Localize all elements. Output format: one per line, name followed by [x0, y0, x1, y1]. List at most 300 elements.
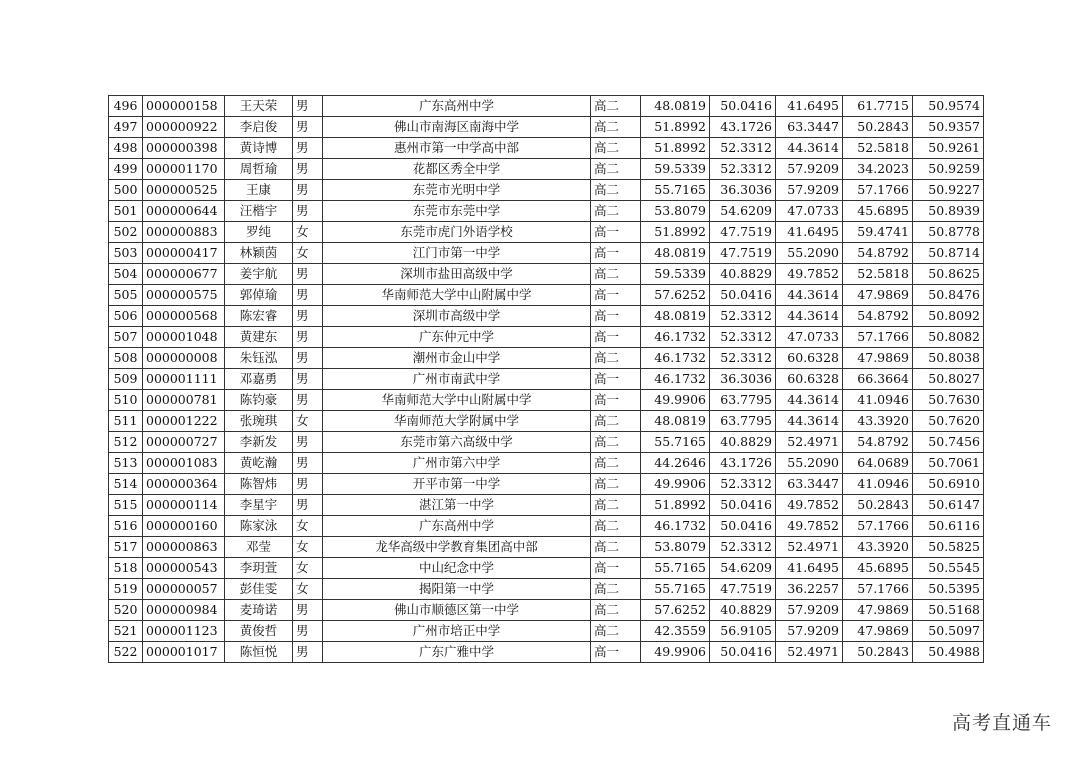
score3-cell: 47.0733: [776, 327, 843, 348]
grade-cell: 高二: [591, 474, 641, 495]
score2-cell: 54.6209: [710, 558, 776, 579]
score2-cell: 36.3036: [710, 180, 776, 201]
score4-cell: 50.2843: [843, 642, 913, 663]
table-row: [109, 222, 984, 243]
score1-cell: 48.0819: [641, 96, 710, 117]
table-row: [109, 537, 984, 558]
student-id-cell: 000001123: [143, 621, 225, 642]
score2-cell: 52.3312: [710, 159, 776, 180]
name-cell: 黄诗博: [225, 138, 293, 159]
school-cell: 中山纪念中学: [323, 558, 591, 579]
school-cell: 广州市培正中学: [323, 621, 591, 642]
score4-cell: 64.0689: [843, 453, 913, 474]
table-row: [109, 369, 984, 390]
grade-cell: 高二: [591, 96, 641, 117]
name-cell: 朱钰泓: [225, 348, 293, 369]
rank-cell: 511: [109, 411, 143, 432]
table-row: [109, 558, 984, 579]
school-cell: 惠州市第一中学高中部: [323, 138, 591, 159]
gender-cell: 女: [293, 243, 323, 264]
total-score-cell: 50.5825: [913, 537, 984, 558]
grade-cell: 高一: [591, 369, 641, 390]
student-id-cell: 000001017: [143, 642, 225, 663]
score3-cell: 41.6495: [776, 96, 843, 117]
student-id-cell: 000001170: [143, 159, 225, 180]
total-score-cell: 50.6147: [913, 495, 984, 516]
score4-cell: 54.8792: [843, 306, 913, 327]
grade-cell: 高二: [591, 138, 641, 159]
name-cell: 罗纯: [225, 222, 293, 243]
student-id-cell: 000000727: [143, 432, 225, 453]
name-cell: 郭倬瑜: [225, 285, 293, 306]
student-id-cell: 000001222: [143, 411, 225, 432]
score1-cell: 51.8992: [641, 138, 710, 159]
student-id-cell: 000000568: [143, 306, 225, 327]
table-row: [109, 348, 984, 369]
rank-cell: 517: [109, 537, 143, 558]
student-id-cell: 000000160: [143, 516, 225, 537]
score2-cell: 52.3312: [710, 537, 776, 558]
student-id-cell: 000000158: [143, 96, 225, 117]
name-cell: 陈智炜: [225, 474, 293, 495]
name-cell: 李玥萱: [225, 558, 293, 579]
total-score-cell: 50.7456: [913, 432, 984, 453]
score4-cell: 47.9869: [843, 348, 913, 369]
rank-cell: 515: [109, 495, 143, 516]
gender-cell: 男: [293, 138, 323, 159]
rank-cell: 496: [109, 96, 143, 117]
score1-cell: 51.8992: [641, 117, 710, 138]
score4-cell: 61.7715: [843, 96, 913, 117]
name-cell: 黄建东: [225, 327, 293, 348]
score3-cell: 44.3614: [776, 138, 843, 159]
score3-cell: 44.3614: [776, 390, 843, 411]
score3-cell: 49.7852: [776, 495, 843, 516]
gender-cell: 男: [293, 495, 323, 516]
score2-cell: 52.3312: [710, 348, 776, 369]
total-score-cell: 50.9574: [913, 96, 984, 117]
rank-cell: 521: [109, 621, 143, 642]
total-score-cell: 50.6116: [913, 516, 984, 537]
score3-cell: 44.3614: [776, 285, 843, 306]
grade-cell: 高一: [591, 306, 641, 327]
student-id-cell: 000000575: [143, 285, 225, 306]
grade-cell: 高二: [591, 159, 641, 180]
grade-cell: 高一: [591, 327, 641, 348]
score2-cell: 50.0416: [710, 96, 776, 117]
table-row: [109, 285, 984, 306]
gender-cell: 男: [293, 159, 323, 180]
score1-cell: 55.7165: [641, 180, 710, 201]
gender-cell: 男: [293, 369, 323, 390]
score3-cell: 44.3614: [776, 306, 843, 327]
score4-cell: 43.3920: [843, 411, 913, 432]
school-cell: 潮州市金山中学: [323, 348, 591, 369]
rank-cell: 522: [109, 642, 143, 663]
grade-cell: 高二: [591, 495, 641, 516]
table-row: [109, 327, 984, 348]
score2-cell: 52.3312: [710, 474, 776, 495]
score1-cell: 42.3559: [641, 621, 710, 642]
student-id-cell: 000000984: [143, 600, 225, 621]
score1-cell: 51.8992: [641, 222, 710, 243]
score2-cell: 50.0416: [710, 642, 776, 663]
school-cell: 佛山市南海区南海中学: [323, 117, 591, 138]
rank-cell: 498: [109, 138, 143, 159]
score1-cell: 59.5339: [641, 264, 710, 285]
gender-cell: 男: [293, 432, 323, 453]
gender-cell: 男: [293, 453, 323, 474]
total-score-cell: 50.4988: [913, 642, 984, 663]
score2-cell: 52.3312: [710, 138, 776, 159]
grade-cell: 高一: [591, 642, 641, 663]
score1-cell: 46.1732: [641, 327, 710, 348]
score3-cell: 55.2090: [776, 453, 843, 474]
rank-cell: 499: [109, 159, 143, 180]
gender-cell: 女: [293, 537, 323, 558]
gender-cell: 女: [293, 411, 323, 432]
grade-cell: 高二: [591, 432, 641, 453]
grade-cell: 高二: [591, 201, 641, 222]
total-score-cell: 50.9227: [913, 180, 984, 201]
rank-cell: 514: [109, 474, 143, 495]
school-cell: 湛江第一中学: [323, 495, 591, 516]
total-score-cell: 50.7620: [913, 411, 984, 432]
student-id-cell: 000000543: [143, 558, 225, 579]
grade-cell: 高二: [591, 411, 641, 432]
name-cell: 邓莹: [225, 537, 293, 558]
score3-cell: 60.6328: [776, 369, 843, 390]
score1-cell: 48.0819: [641, 243, 710, 264]
name-cell: 李新发: [225, 432, 293, 453]
total-score-cell: 50.5545: [913, 558, 984, 579]
score2-cell: 40.8829: [710, 264, 776, 285]
name-cell: 李星宇: [225, 495, 293, 516]
student-id-cell: 000000008: [143, 348, 225, 369]
rank-cell: 504: [109, 264, 143, 285]
school-cell: 花都区秀全中学: [323, 159, 591, 180]
gender-cell: 男: [293, 474, 323, 495]
score2-cell: 52.3312: [710, 327, 776, 348]
rank-cell: 503: [109, 243, 143, 264]
score4-cell: 45.6895: [843, 201, 913, 222]
total-score-cell: 50.7630: [913, 390, 984, 411]
score3-cell: 41.6495: [776, 222, 843, 243]
gender-cell: 男: [293, 348, 323, 369]
student-id-cell: 000000922: [143, 117, 225, 138]
rank-cell: 510: [109, 390, 143, 411]
table-row: [109, 642, 984, 663]
score3-cell: 63.3447: [776, 117, 843, 138]
total-score-cell: 50.8038: [913, 348, 984, 369]
score3-cell: 36.2257: [776, 579, 843, 600]
score1-cell: 59.5339: [641, 159, 710, 180]
school-cell: 佛山市顺德区第一中学: [323, 600, 591, 621]
score4-cell: 47.9869: [843, 600, 913, 621]
name-cell: 邓嘉勇: [225, 369, 293, 390]
rank-cell: 507: [109, 327, 143, 348]
student-id-cell: 000000781: [143, 390, 225, 411]
rank-cell: 512: [109, 432, 143, 453]
total-score-cell: 50.9357: [913, 117, 984, 138]
score3-cell: 57.9209: [776, 159, 843, 180]
score1-cell: 48.0819: [641, 411, 710, 432]
rank-cell: 500: [109, 180, 143, 201]
score1-cell: 46.1732: [641, 516, 710, 537]
rank-cell: 518: [109, 558, 143, 579]
total-score-cell: 50.7061: [913, 453, 984, 474]
gender-cell: 男: [293, 264, 323, 285]
score3-cell: 63.3447: [776, 474, 843, 495]
rank-cell: 516: [109, 516, 143, 537]
score4-cell: 57.1766: [843, 516, 913, 537]
gender-cell: 男: [293, 390, 323, 411]
score-table: [108, 95, 984, 663]
rank-cell: 505: [109, 285, 143, 306]
score1-cell: 49.9906: [641, 390, 710, 411]
score3-cell: 57.9209: [776, 180, 843, 201]
score2-cell: 63.7795: [710, 390, 776, 411]
score4-cell: 52.5818: [843, 138, 913, 159]
score1-cell: 57.6252: [641, 600, 710, 621]
gender-cell: 男: [293, 96, 323, 117]
score4-cell: 47.9869: [843, 285, 913, 306]
table-row: [109, 621, 984, 642]
student-id-cell: 000000677: [143, 264, 225, 285]
student-id-cell: 000000883: [143, 222, 225, 243]
table-row: [109, 117, 984, 138]
name-cell: 陈恒悦: [225, 642, 293, 663]
grade-cell: 高二: [591, 516, 641, 537]
grade-cell: 高二: [591, 453, 641, 474]
score1-cell: 55.7165: [641, 432, 710, 453]
gender-cell: 女: [293, 558, 323, 579]
score2-cell: 47.7519: [710, 243, 776, 264]
table-row: [109, 516, 984, 537]
student-id-cell: 000000114: [143, 495, 225, 516]
total-score-cell: 50.5395: [913, 579, 984, 600]
total-score-cell: 50.6910: [913, 474, 984, 495]
school-cell: 东莞市东莞中学: [323, 201, 591, 222]
grade-cell: 高二: [591, 348, 641, 369]
score4-cell: 34.2023: [843, 159, 913, 180]
name-cell: 林颖茵: [225, 243, 293, 264]
name-cell: 王康: [225, 180, 293, 201]
score1-cell: 51.8992: [641, 495, 710, 516]
student-id-cell: 000000525: [143, 180, 225, 201]
score3-cell: 52.4971: [776, 432, 843, 453]
gender-cell: 男: [293, 285, 323, 306]
table-row: [109, 138, 984, 159]
score1-cell: 46.1732: [641, 369, 710, 390]
grade-cell: 高二: [591, 117, 641, 138]
score3-cell: 57.9209: [776, 621, 843, 642]
name-cell: 麦琦诺: [225, 600, 293, 621]
name-cell: 黄俊哲: [225, 621, 293, 642]
table-row: [109, 96, 984, 117]
rank-cell: 502: [109, 222, 143, 243]
school-cell: 华南师范大学附属中学: [323, 411, 591, 432]
rank-cell: 497: [109, 117, 143, 138]
table-row: [109, 159, 984, 180]
score4-cell: 41.0946: [843, 474, 913, 495]
score3-cell: 52.4971: [776, 642, 843, 663]
name-cell: 李启俊: [225, 117, 293, 138]
school-cell: 深圳市高级中学: [323, 306, 591, 327]
total-score-cell: 50.9261: [913, 138, 984, 159]
score1-cell: 53.8079: [641, 201, 710, 222]
name-cell: 陈宏睿: [225, 306, 293, 327]
score2-cell: 56.9105: [710, 621, 776, 642]
grade-cell: 高一: [591, 285, 641, 306]
total-score-cell: 50.8092: [913, 306, 984, 327]
rank-cell: 520: [109, 600, 143, 621]
score4-cell: 57.1766: [843, 579, 913, 600]
score2-cell: 63.7795: [710, 411, 776, 432]
score2-cell: 50.0416: [710, 285, 776, 306]
score4-cell: 52.5818: [843, 264, 913, 285]
student-id-cell: 000001048: [143, 327, 225, 348]
school-cell: 开平市第一中学: [323, 474, 591, 495]
gender-cell: 女: [293, 579, 323, 600]
total-score-cell: 50.8714: [913, 243, 984, 264]
score3-cell: 41.6495: [776, 558, 843, 579]
score2-cell: 43.1726: [710, 117, 776, 138]
name-cell: 张琬琪: [225, 411, 293, 432]
name-cell: 姜宇航: [225, 264, 293, 285]
score2-cell: 54.6209: [710, 201, 776, 222]
table-row: [109, 264, 984, 285]
score1-cell: 46.1732: [641, 348, 710, 369]
table-row: [109, 453, 984, 474]
score4-cell: 41.0946: [843, 390, 913, 411]
total-score-cell: 50.5097: [913, 621, 984, 642]
total-score-cell: 50.5168: [913, 600, 984, 621]
grade-cell: 高二: [591, 537, 641, 558]
table-row: [109, 201, 984, 222]
student-id-cell: 000000057: [143, 579, 225, 600]
school-cell: 深圳市盐田高级中学: [323, 264, 591, 285]
score1-cell: 55.7165: [641, 579, 710, 600]
score1-cell: 49.9906: [641, 642, 710, 663]
total-score-cell: 50.8939: [913, 201, 984, 222]
score4-cell: 54.8792: [843, 432, 913, 453]
score2-cell: 52.3312: [710, 306, 776, 327]
score4-cell: 57.1766: [843, 327, 913, 348]
score2-cell: 50.0416: [710, 495, 776, 516]
gender-cell: 男: [293, 600, 323, 621]
rank-cell: 506: [109, 306, 143, 327]
score1-cell: 53.8079: [641, 537, 710, 558]
student-id-cell: 000000417: [143, 243, 225, 264]
grade-cell: 高一: [591, 222, 641, 243]
rank-cell: 519: [109, 579, 143, 600]
score4-cell: 59.4741: [843, 222, 913, 243]
name-cell: 汪楷宇: [225, 201, 293, 222]
table-row: [109, 390, 984, 411]
score1-cell: 55.7165: [641, 558, 710, 579]
gender-cell: 男: [293, 306, 323, 327]
score4-cell: 50.2843: [843, 117, 913, 138]
table-row: [109, 474, 984, 495]
gender-cell: 男: [293, 327, 323, 348]
school-cell: 东莞市虎门外语学校: [323, 222, 591, 243]
score3-cell: 47.0733: [776, 201, 843, 222]
school-cell: 东莞市第六高级中学: [323, 432, 591, 453]
rank-cell: 508: [109, 348, 143, 369]
total-score-cell: 50.8625: [913, 264, 984, 285]
school-cell: 广东高州中学: [323, 96, 591, 117]
student-id-cell: 000000644: [143, 201, 225, 222]
score2-cell: 40.8829: [710, 600, 776, 621]
grade-cell: 高二: [591, 264, 641, 285]
gender-cell: 女: [293, 516, 323, 537]
name-cell: 陈钧豪: [225, 390, 293, 411]
score2-cell: 40.8829: [710, 432, 776, 453]
school-cell: 广东广雅中学: [323, 642, 591, 663]
table-row: [109, 495, 984, 516]
name-cell: 王天荣: [225, 96, 293, 117]
name-cell: 周哲瑜: [225, 159, 293, 180]
table-row: [109, 600, 984, 621]
student-id-cell: 000001111: [143, 369, 225, 390]
school-cell: 华南师范大学中山附属中学: [323, 285, 591, 306]
score2-cell: 47.7519: [710, 579, 776, 600]
gender-cell: 男: [293, 621, 323, 642]
school-cell: 广州市南武中学: [323, 369, 591, 390]
rank-cell: 513: [109, 453, 143, 474]
gender-cell: 女: [293, 222, 323, 243]
score3-cell: 49.7852: [776, 264, 843, 285]
score2-cell: 50.0416: [710, 516, 776, 537]
total-score-cell: 50.9259: [913, 159, 984, 180]
score1-cell: 49.9906: [641, 474, 710, 495]
total-score-cell: 50.8778: [913, 222, 984, 243]
student-id-cell: 000001083: [143, 453, 225, 474]
score3-cell: 60.6328: [776, 348, 843, 369]
table-row: [109, 579, 984, 600]
name-cell: 彭佳雯: [225, 579, 293, 600]
score3-cell: 52.4971: [776, 537, 843, 558]
school-cell: 广东仲元中学: [323, 327, 591, 348]
score4-cell: 50.2843: [843, 495, 913, 516]
rank-cell: 501: [109, 201, 143, 222]
school-cell: 华南师范大学中山附属中学: [323, 390, 591, 411]
score4-cell: 45.6895: [843, 558, 913, 579]
score4-cell: 43.3920: [843, 537, 913, 558]
grade-cell: 高二: [591, 579, 641, 600]
score2-cell: 36.3036: [710, 369, 776, 390]
school-cell: 东莞市光明中学: [323, 180, 591, 201]
total-score-cell: 50.8027: [913, 369, 984, 390]
score4-cell: 54.8792: [843, 243, 913, 264]
score3-cell: 44.3614: [776, 411, 843, 432]
table-row: [109, 306, 984, 327]
score1-cell: 44.2646: [641, 453, 710, 474]
gender-cell: 男: [293, 642, 323, 663]
score3-cell: 49.7852: [776, 516, 843, 537]
watermark-text: 高考直通车: [951, 712, 1052, 734]
school-cell: 江门市第一中学: [323, 243, 591, 264]
table-row: [109, 180, 984, 201]
gender-cell: 男: [293, 117, 323, 138]
table-row: [109, 432, 984, 453]
school-cell: 广东高州中学: [323, 516, 591, 537]
score2-cell: 47.7519: [710, 222, 776, 243]
table-row: [109, 243, 984, 264]
grade-cell: 高一: [591, 390, 641, 411]
grade-cell: 高二: [591, 621, 641, 642]
